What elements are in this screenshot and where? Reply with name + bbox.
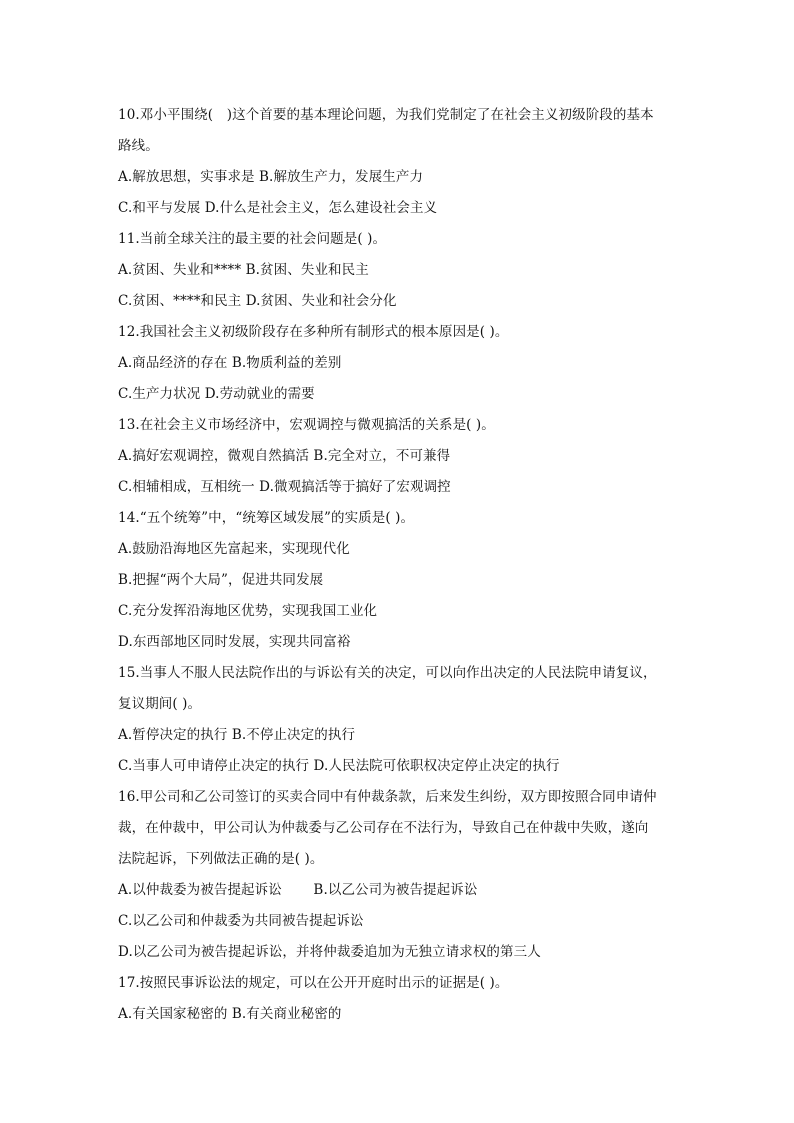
question-10-stem-line-2: 路线。 — [118, 138, 159, 154]
question-12-options-cd: C.生产力状况 D.劳动就业的需要 — [118, 386, 315, 402]
question-16-stem-line-2: 裁，在仲裁中，甲公司认为仲裁委与乙公司存在不法行为，导致自己在仲裁中失败，遂向 — [118, 820, 649, 836]
question-16-stem-line-1: 16.甲公司和乙公司签订的买卖合同中有仲裁条款，后来发生纠纷，双方即按照合同申请仲 — [118, 789, 657, 805]
question-13-options-cd: C.相辅相成，互相统一 D.微观搞活等于搞好了宏观调控 — [118, 479, 451, 495]
question-14-option-d: D.东西部地区同时发展，实现共同富裕 — [118, 634, 351, 650]
question-14-stem: 14.“五个统筹”中，“统筹区域发展”的实质是( )。 — [118, 510, 415, 526]
question-15-options-ab: A.暂停决定的执行 B.不停止决定的执行 — [118, 727, 356, 743]
question-13-options-ab: A.搞好宏观调控，微观自然搞活 B.完全对立，不可兼得 — [118, 448, 451, 464]
question-15-stem-line-1: 15.当事人不服人民法院作出的与诉讼有关的决定，可以向作出决定的人民法院申请复议， — [118, 665, 657, 681]
question-12-stem: 12.我国社会主义初级阶段存在多种所有制形式的根本原因是( )。 — [118, 324, 509, 340]
question-14-option-c: C.充分发挥沿海地区优势，实现我国工业化 — [118, 603, 378, 619]
question-text-block — [118, 100, 688, 1030]
question-11-options-ab: A.贫困、失业和**** B.贫困、失业和民主 — [118, 262, 369, 278]
question-10-options-cd: C.和平与发展 D.什么是社会主义，怎么建设社会主义 — [118, 200, 438, 216]
question-14-option-b: B.把握“两个大局”，促进共同发展 — [118, 572, 324, 588]
question-11-options-cd: C.贫困、****和民主 D.贫困、失业和社会分化 — [118, 293, 397, 309]
question-12-options-ab: A.商品经济的存在 B.物质利益的差别 — [118, 355, 342, 371]
question-14-option-a: A.鼓励沿海地区先富起来，实现现代化 — [118, 541, 350, 557]
question-17-options-ab: A.有关国家秘密的 B.有关商业秘密的 — [118, 1006, 342, 1022]
question-15-options-cd: C.当事人可申请停止决定的执行 D.人民法院可依职权决定停止决定的执行 — [118, 758, 560, 774]
question-16-options-ab: A.以仲裁委为被告提起诉讼 B.以乙公司为被告提起诉讼 — [118, 882, 478, 898]
question-13-stem: 13.在社会主义市场经济中，宏观调控与微观搞活的关系是( )。 — [118, 417, 495, 433]
question-16-option-d: D.以乙公司为被告提起诉讼，并将仲裁委追加为无独立请求权的第三人 — [118, 944, 541, 960]
question-10-stem-line-1: 10.邓小平围绕( )这个首要的基本理论问题，为我们党制定了在社会主义初级阶段的基本 — [118, 107, 654, 123]
question-17-stem: 17.按照民事诉讼法的规定，可以在公开开庭时出示的证据是( )。 — [118, 975, 509, 991]
question-16-option-c: C.以乙公司和仲裁委为共同被告提起诉讼 — [118, 913, 364, 929]
question-16-stem-line-3: 法院起诉，下列做法正确的是( )。 — [118, 851, 324, 867]
question-11-stem: 11.当前全球关注的最主要的社会问题是( )。 — [118, 231, 387, 247]
question-10-options-ab: A.解放思想，实事求是 B.解放生产力，发展生产力 — [118, 169, 424, 185]
question-15-stem-line-2: 复议期间( )。 — [118, 696, 202, 712]
